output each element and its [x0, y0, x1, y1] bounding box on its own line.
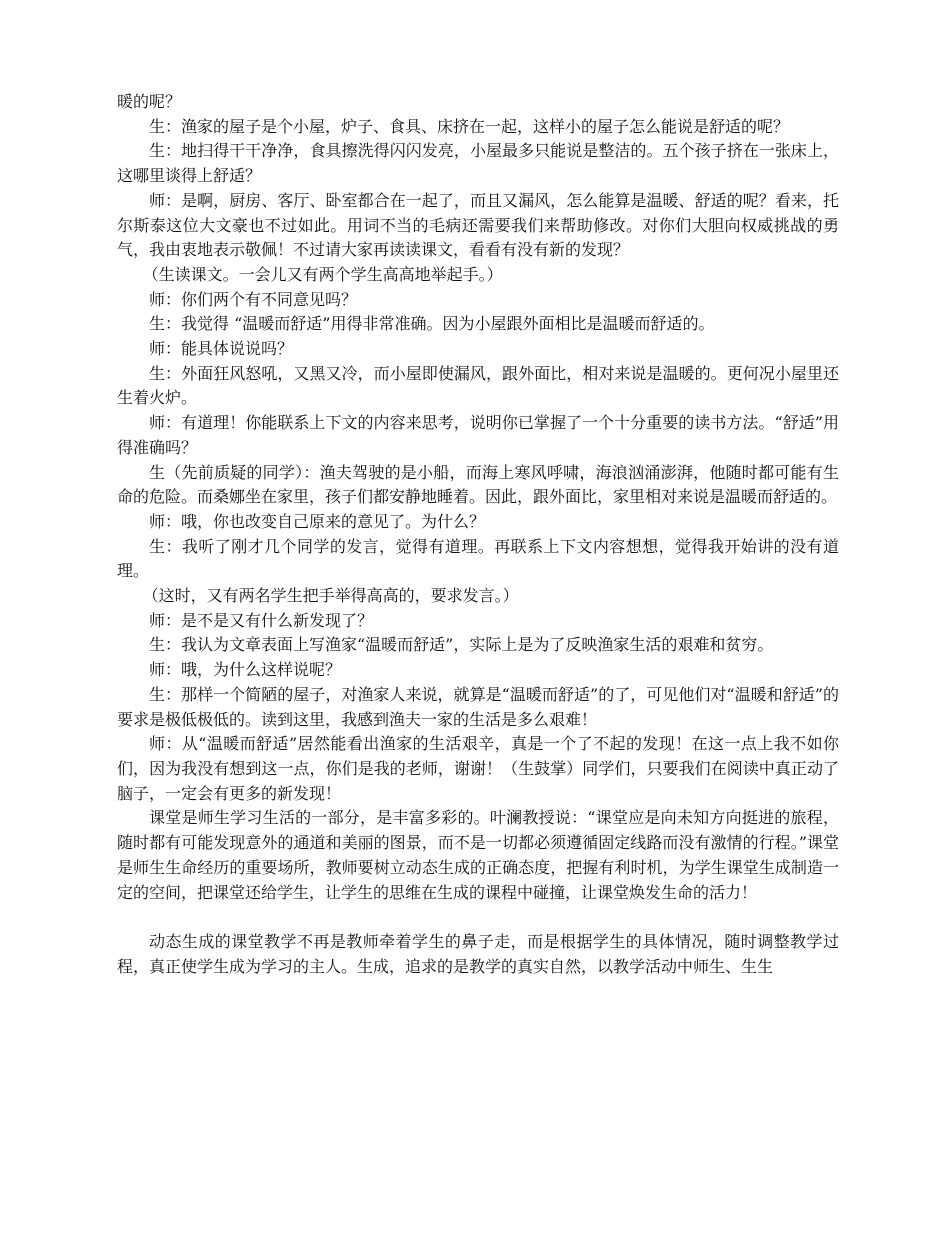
dialogue-teacher-8: 师：从“温暖而舒适”居然能看出渔家的生活艰辛，真是一个了不起的发现！在这一点上我不如你们，因为我没有想到这一点，你们是我的老师，谢谢！（生鼓掌）同学们，只要我们在阅读中真正动了脑子，一定会有更多的新发现！ [117, 734, 839, 803]
dialogue-student-7: 生：我认为文章表面上写渔家“温暖而舒适”，实际上是为了反映渔家生活的艰难和贫穷。 [149, 635, 774, 655]
stage-direction-1: （生读课文。一会儿又有两个学生高高地举起手。） [142, 264, 503, 284]
dialogue-teacher-2: 师：你们两个有不同意见吗？ [149, 289, 358, 309]
dialogue-teacher-1: 师：是啊，厨房、客厅、卧室都合在一起了，而且又漏风，怎么能算是温暖、舒适的呢？看来，托尔斯泰这位大文豪也不过如此。用词不当的毛病还需要我们来帮助修改。对你们大胆向权威挑战的勇气，我由衷地表示敬佩！不过请大家再读读课文，看看有没有新的发现？ [117, 190, 839, 260]
document-body [117, 90, 839, 979]
stage-direction-2: （这时，又有两名学生把手举得高高的，要求发言。） [142, 586, 519, 606]
dialogue-student-8: 生：那样一个简陋的屋子，对渔家人来说，就算是“温暖而舒适”的了，可见他们对“温暖和舒适”的要求是极低极低的。读到这里，我感到渔夫一家的生活是多么艰难！ [117, 684, 839, 729]
dialogue-student-3: 生：我觉得 “温暖而舒适”用得非常准确。因为小屋跟外面相比是温暖而舒适的。 [149, 314, 715, 334]
dialogue-teacher-4: 师：有道理！你能联系上下文的内容来思考，说明你已掌握了一个十分重要的读书方法。“舒适”用得准确吗？ [117, 413, 839, 457]
dialogue-student-4: 生：外面狂风怒吼，又黑又冷，而小屋即使漏风，跟外面比，相对来说是温暖的。更何况小屋里还生着火炉。 [117, 363, 839, 408]
dialogue-teacher-6: 师：是不是又有什么新发现了？ [149, 610, 374, 630]
dialogue-teacher-5: 师：哦，你也改变自己原来的意见了。为什么？ [149, 511, 486, 531]
dialogue-student-5: 生（先前质疑的同学）：渔夫驾驶的是小船，而海上寒风呼啸，海浪汹涌澎湃，他随时都可能有生命的危险。而桑娜坐在家里，孩子们都安静地睡着。因此，跟外面比，家里相对来说是温暖而舒适的。 [117, 462, 839, 507]
dialogue-teacher-7: 师：哦，为什么这样说呢？ [149, 660, 342, 680]
dialogue-teacher-3: 师：能具体说说吗？ [149, 339, 294, 359]
dialogue-student-2: 生：地扫得干干净净，食具擦洗得闪闪发亮，小屋最多只能说是整洁的。五个孩子挤在一张床上，这哪里谈得上舒适？ [117, 141, 839, 186]
dialogue-student-1: 生：渔家的屋子是个小屋，炉子、食具、床挤在一起，这样小的屋子怎么能说是舒适的呢？ [149, 116, 790, 136]
commentary-paragraph: 课堂是师生学习生活的一部分，是丰富多彩的。叶澜教授说：“课堂应是向未知方向挺进的旅程，随时都有可能发现意外的通道和美丽的图景，而不是一切都必须遵循固定线路而没有激情的行程。”课堂是师生生命经历的重要场所，教师要树立动态生成的正确态度，把握有利时机，为学生课堂生成制造一定的空间，把课堂还给学生，让学生的思维在生成的课程中碰撞，让课堂焕发生命的活力！ [117, 808, 839, 902]
section-paragraph: 动态生成的课堂教学不再是教师牵着学生的鼻子走，而是根据学生的具体情况，随时调整教学过程，真正使学生成为学习的主人。生成，追求的是教学的真实自然，以教学活动中师生、生生 [117, 931, 839, 976]
paragraph-continuation: 暖的呢？ [117, 92, 182, 111]
dialogue-student-6: 生：我听了刚才几个同学的发言，觉得有道理。再联系上下文内容想想，觉得我开始讲的没有道理。 [117, 536, 839, 581]
